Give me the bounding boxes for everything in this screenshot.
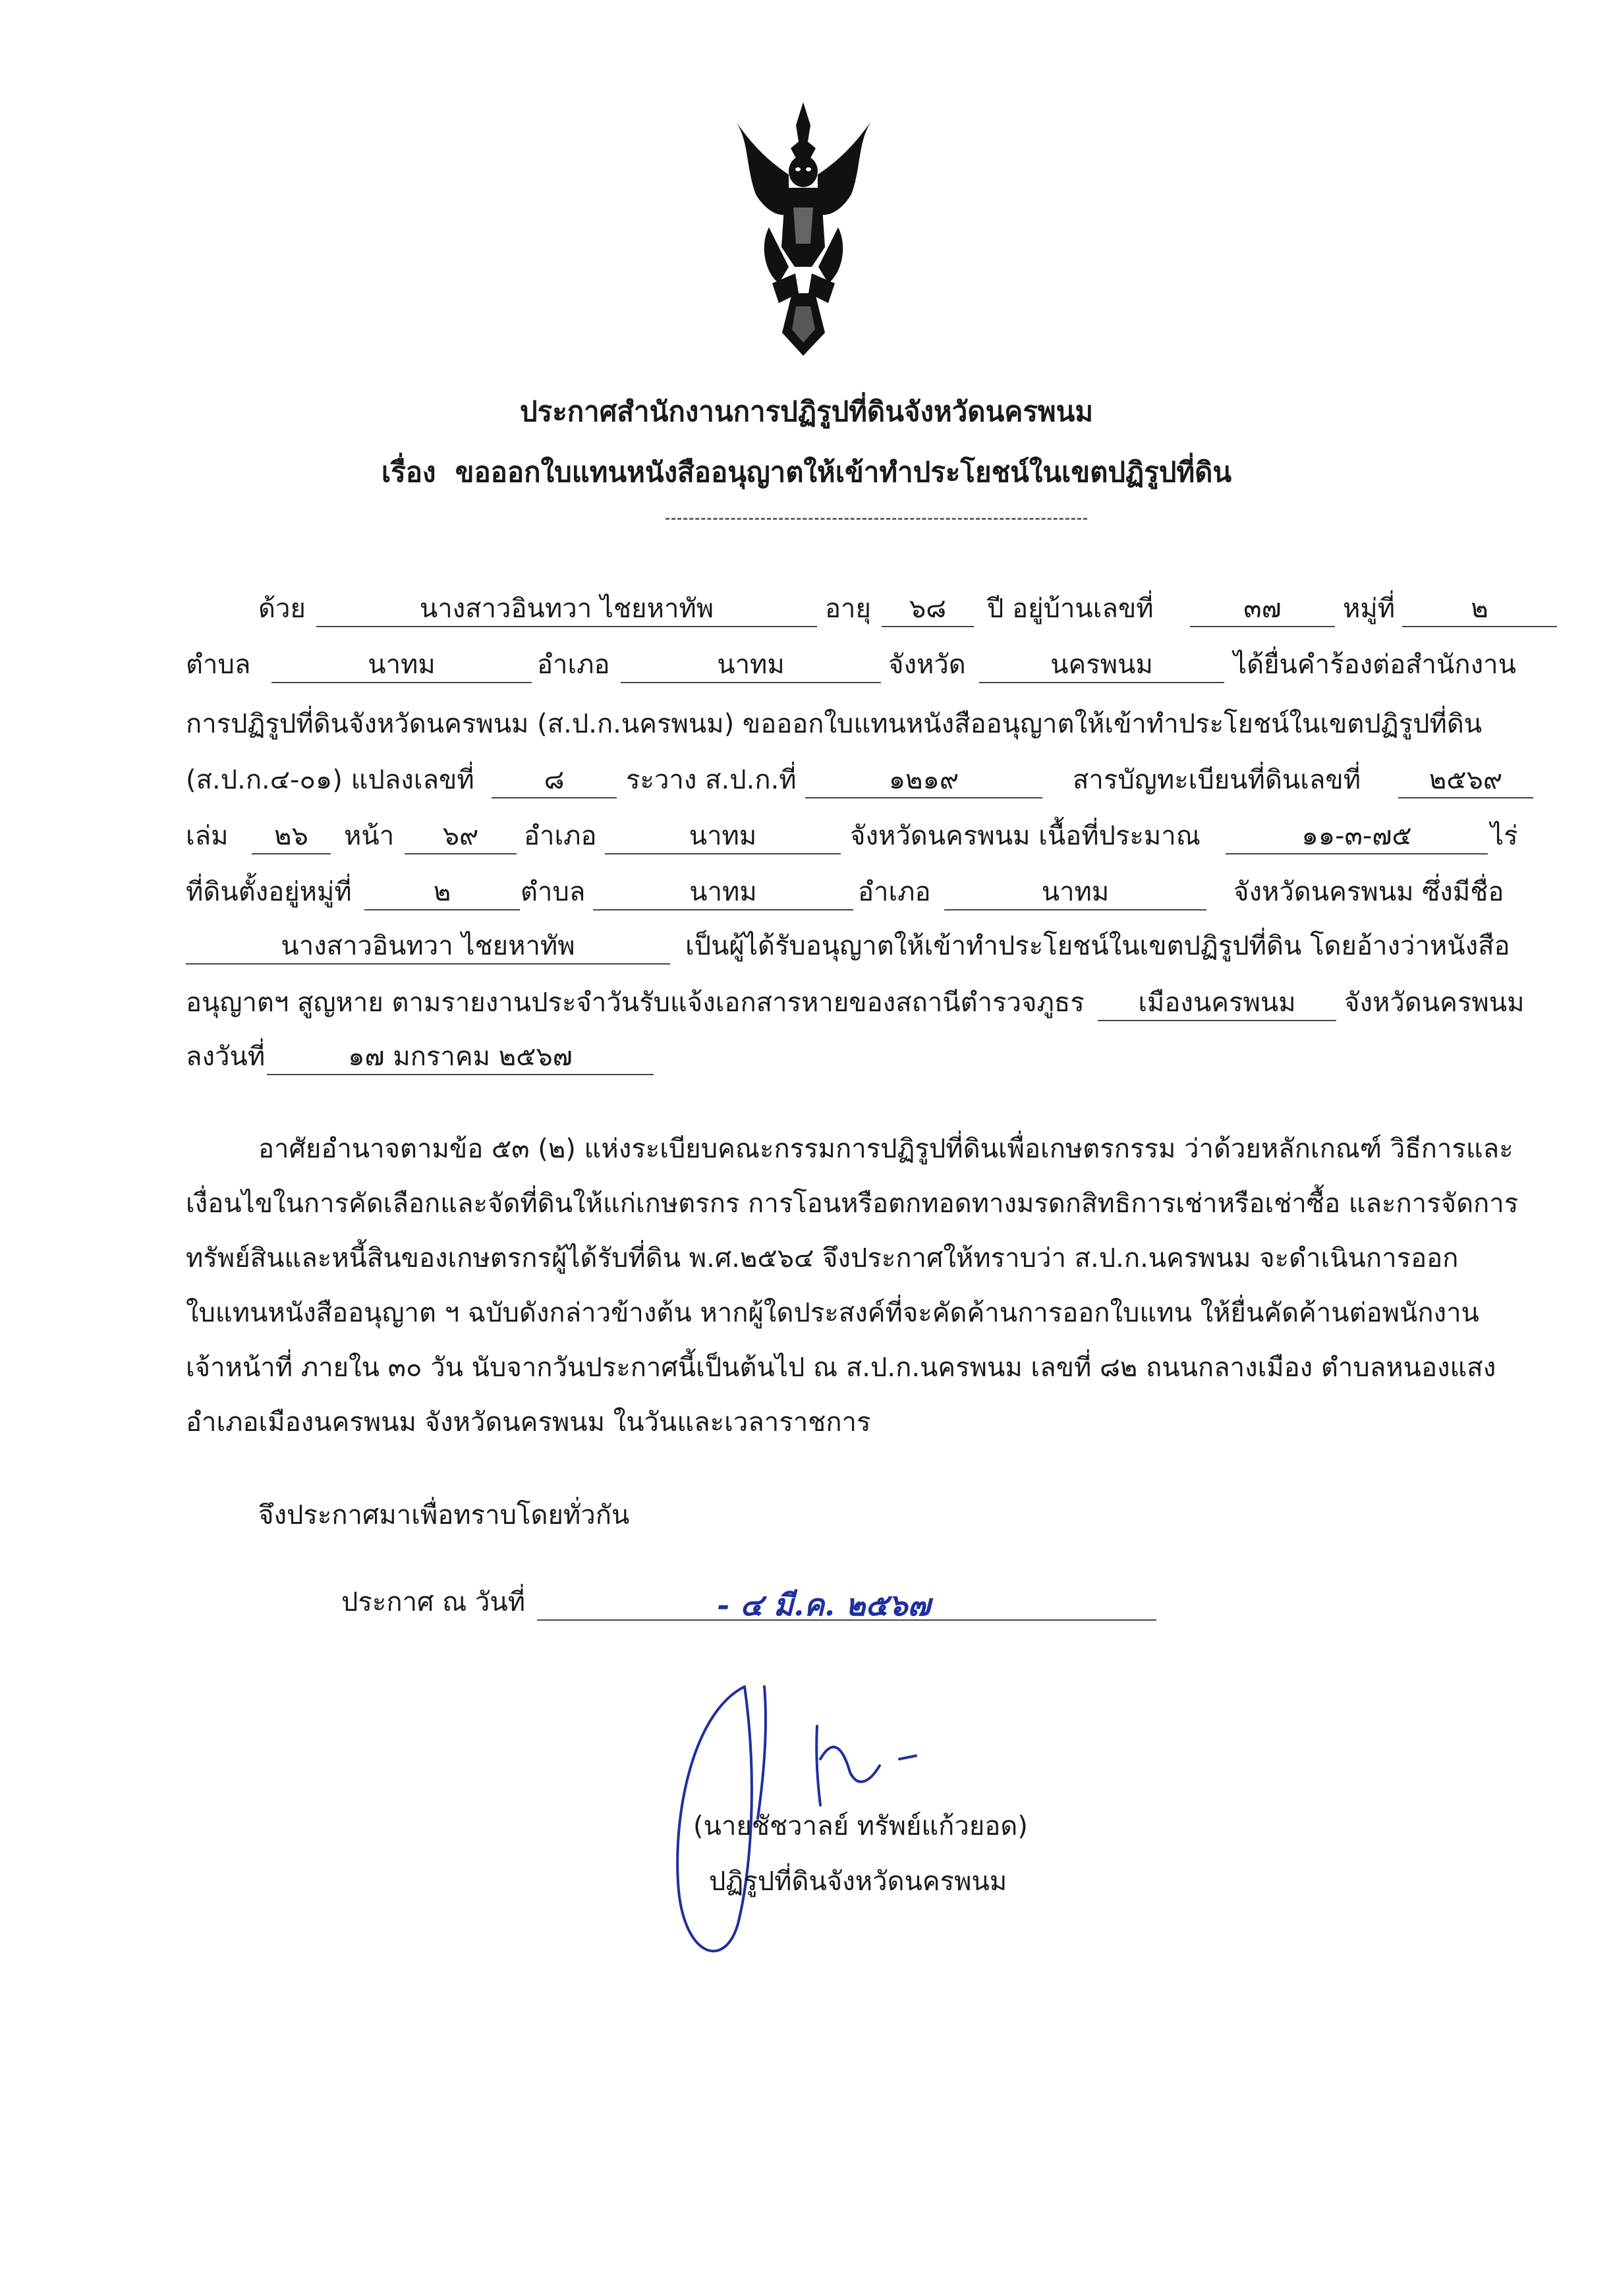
age-field: ๖๘ [882,593,974,627]
announce-label: ประกาศ ณ วันที่ [341,1587,526,1617]
closing-text: จึงประกาศมาเพื่อทราบโดยทั่วกัน [258,1500,630,1530]
text: ตำบล [521,877,586,907]
land-amphoe-field-2: นาทม [944,876,1206,910]
text: ได้ยื่นคำร้องต่อสำนักงาน [1233,650,1516,680]
text: ตำบล [186,650,251,680]
plot-number-field: ๘ [492,764,617,798]
handwritten-date: - ๔ มี.ค. ๒๕๖๗ [717,1587,930,1623]
body-line: อำเภอเมืองนครพนม จังหวัดนครพนม ในวันและเวลาราชการ [186,1407,871,1438]
text: ปี อยู่บ้านเลขที่ [987,594,1154,624]
text: เล่ม [186,821,229,851]
village-number-field: ๒ [1402,593,1557,627]
text: อำเภอ [537,650,610,680]
registry-number-field: ๒๕๖๙ [1398,764,1533,798]
text: จังหวัดนครพนม เนื้อที่ประมาณ [850,821,1201,851]
permit-holder-field: นางสาวอินทวา ไชยหาทัพ [186,930,670,965]
body-line: ทรัพย์สินและหนี้สินของเกษตรกรผู้ได้รับที่ดิน พ.ศ.๒๕๖๔ จึงประกาศให้ทราบว่า ส.ป.ก.นครพนม จะดำเนินการออก [186,1243,1459,1274]
text: ที่ดินตั้งอยู่หมู่ที่ [186,877,352,907]
subject-text: ขอออกใบแทนหนังสืออนุญาตให้เข้าทำประโยชน์ในเขตปฏิรูปที่ดิน [455,456,1232,488]
text: อนุญาตฯ สูญหาย ตามรายงานประจำวันรับแจ้งเอกสารหายของสถานีตำรวจภูธร [186,988,1085,1018]
body-line: เงื่อนไขในการคัดเลือกและจัดที่ดินให้แก่เกษตรกร การโอนหรือตกทอดทางมรดกสิทธิการเช่าหรือเช่าซื้อ และการจัดการ [186,1189,1519,1219]
text: ด้วย [258,594,306,624]
text: สารบัญทะเบียนที่ดินเลขที่ [1073,765,1361,795]
text: อำเภอ [524,821,597,851]
province-field: นครพนม [979,649,1224,683]
applicant-name-field: นางสาวอินทวา ไชยหาทัพ [316,593,817,627]
sheet-number-field: ๑๒๑๙ [805,764,1042,798]
announcement-title: ประกาศสำนักงานการปฏิรูปที่ดินจังหวัดนครพนม [519,395,1094,428]
page-field: ๖๙ [405,820,517,854]
land-tambon-field: นาทม [593,876,853,910]
land-amphoe-field: นาทม [605,820,841,854]
text: จังหวัดนครพนม ซึ่งมีชื่อ [1233,877,1504,907]
subject-label: เรื่อง [381,456,436,488]
signer-name: (นายชัชวาลย์ ทรัพย์แก้วยอด) [693,1811,1028,1841]
text: หมู่ที่ [1343,594,1396,624]
text: อำเภอ [858,877,931,907]
body-line: ใบแทนหนังสืออนุญาต ฯ ฉบับดังกล่าวข้างต้น หากผู้ใดประสงค์ที่จะคัดค้านการออกใบแทน ให้ยื่นคัดค้านต่อพนักงาน [186,1298,1479,1328]
body-line: อาศัยอำนาจตามข้อ ๕๓ (๒) แห่งระเบียบคณะกรรมการปฏิรูปที่ดินเพื่อเกษตรกรรม ว่าด้วยหลักเกณฑ์ วิธีการและ [258,1134,1514,1164]
garuda-emblem [733,96,874,359]
amphoe-field: นาทม [621,649,881,683]
house-number-field: ๓๗ [1190,593,1335,627]
subject-line [0,451,1613,494]
land-village-field: ๒ [364,876,520,910]
title-divider [665,518,1087,520]
text: จังหวัดนครพนม [1344,988,1525,1018]
text: (ส.ป.ก.๔-๐๑) แปลงเลขที่ [186,765,474,795]
text: ลงวันที่ [186,1042,266,1072]
report-date-field: ๑๗ มกราคม ๒๕๖๗ [267,1041,654,1075]
book-field: ๒๖ [252,820,331,854]
tambon-field: นาทม [271,649,532,683]
signer-position: ปฏิรูปที่ดินจังหวัดนครพนม [709,1866,1007,1897]
text: การปฏิรูปที่ดินจังหวัดนครพนม (ส.ป.ก.นครพนม) ขอออกใบแทนหนังสืออนุญาตให้เข้าทำประโยชน์ในเขตปฏิรูปที่ดิน [186,709,1483,739]
text: เป็นผู้ได้รับอนุญาตให้เข้าทำประโยชน์ในเขตปฏิรูปที่ดิน โดยอ้างว่าหนังสือ [685,931,1510,961]
text: ไร่ [1490,821,1518,851]
police-station-field: เมืองนครพนม [1098,987,1336,1021]
text: จังหวัด [888,650,966,680]
body-line: เจ้าหน้าที่ ภายใน ๓๐ วัน นับจากวันประกาศนี้เป็นต้นไป ณ ส.ป.ก.นครพนม เลขที่ ๘๒ ถนนกลางเมือง ตำบลหนองแสง [186,1353,1496,1383]
text: ระวาง ส.ป.ก.ที่ [626,765,797,795]
area-field: ๑๑-๓-๗๕ [1226,820,1488,854]
text: อายุ [825,594,871,624]
text: หน้า [344,821,395,851]
